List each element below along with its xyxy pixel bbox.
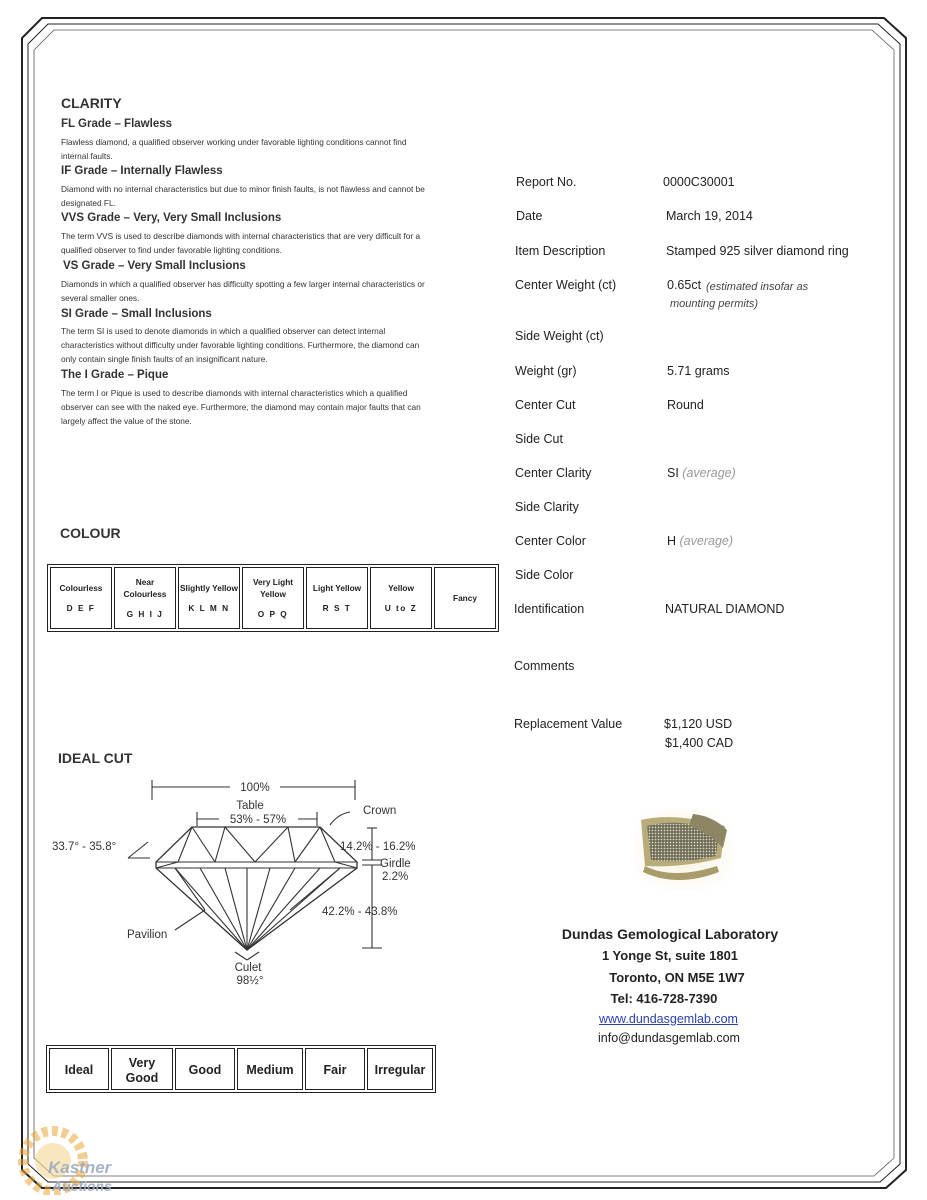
grade-vs-desc: Diamonds in which a qualified observer has difficulty spotting a few larger internal characteristics or several smaller ones. — [61, 279, 425, 303]
center-color-note: (average) — [679, 534, 734, 548]
diamond-outline — [156, 827, 357, 950]
colour-scale-table — [47, 564, 499, 632]
center-clarity-note: (average) — [682, 466, 736, 480]
field-label: Side Color — [515, 568, 574, 582]
kastner-auctions-logo — [8, 1115, 138, 1195]
field-label: Identification — [514, 602, 585, 616]
field-label: Side Clarity — [515, 500, 579, 514]
watermark-line1: Kastner — [48, 1158, 112, 1177]
width-label: 100% — [240, 782, 270, 794]
field-label: Item Description — [515, 244, 606, 258]
cut-grade-cell: Irregular — [367, 1048, 433, 1090]
lab-email: info@dundasgemlab.com — [598, 1031, 740, 1045]
cut-grade-cell: Fair — [305, 1048, 365, 1090]
grade-fl-desc: Flawless diamond, a qualified observer working under favorable lighting conditions cannot find internal faults. — [61, 137, 407, 161]
colour-cell: Near Colourless G H I J — [114, 567, 176, 629]
grade-si-desc: The term SI is used to denote diamonds in which a qualified observer can detect internal characteristics without difficulty under favorable lighting conditions. Furthermore, the diamond can only contain single finish faults of an insignificant nature. — [61, 326, 420, 364]
field-label: Comments — [514, 659, 575, 673]
grade-fl-title: FL Grade – Flawless — [61, 118, 173, 130]
field-label: Center Clarity — [515, 466, 592, 480]
field-label: Weight (gr) — [515, 364, 577, 378]
center-weight-note: (estimated insofar as mounting permits) — [670, 281, 809, 310]
grade-vvs-desc: The term VVS is used to describe diamonds with internal characteristics that are very difficult for a qualified observer to find under favorable lighting conditions. — [61, 231, 421, 255]
pavilion-depth-label: 42.2% - 43.8% — [322, 906, 398, 918]
field-label: Date — [516, 209, 543, 223]
replacement-cad-value: $1,400 CAD — [665, 736, 734, 750]
colour-cell: Very Light Yellow O P Q — [242, 567, 304, 629]
grade-vs-title: VS Grade – Very Small Inclusions — [63, 260, 246, 272]
field-label: Side Cut — [515, 432, 563, 446]
ring-photo — [633, 808, 733, 890]
lab-website-link[interactable]: www.dundasgemlab.com — [599, 1012, 738, 1026]
grade-si-title: SI Grade – Small Inclusions — [61, 308, 212, 320]
date-value: March 19, 2014 — [666, 209, 753, 223]
crown-angle-label: 33.7° - 35.8° — [52, 841, 117, 853]
clarity-heading: CLARITY — [61, 95, 122, 111]
lab-phone: Tel: 416-728-7390 — [610, 991, 718, 1006]
field-label: Center Color — [515, 534, 586, 548]
culet-label: Culet — [234, 962, 262, 974]
ideal-cut-heading: IDEAL CUT — [58, 750, 133, 766]
colour-cell: Fancy — [434, 567, 496, 629]
item-description-value: Stamped 925 silver diamond ring — [666, 244, 849, 258]
replacement-usd-value: $1,120 USD — [664, 717, 733, 731]
grade-if-title: IF Grade – Internally Flawless — [61, 165, 223, 177]
colour-cell: Yellow U to Z — [370, 567, 432, 629]
culet-value-label: 98½° — [236, 975, 264, 987]
center-clarity-value: SI (average) — [667, 466, 736, 480]
cut-grade-cell: Good — [175, 1048, 235, 1090]
weight-value: 5.71 grams — [667, 364, 730, 378]
table-range-label: 53% - 57% — [229, 814, 287, 826]
grade-vvs-title: VVS Grade – Very, Very Small Inclusions — [61, 212, 282, 224]
field-label: Side Weight (ct) — [515, 329, 604, 343]
crown-height-label: 14.2% - 16.2% — [340, 841, 416, 853]
lab-address-line2: Toronto, ON M5E 1W7 — [609, 970, 745, 985]
grade-i-desc: The term I or Pique is used to describe diamonds with internal characteristics which a qualified observer can see with the naked eye. Furthermore, the diamond may contain major faults that can largely affect the value of the stone. — [61, 388, 421, 426]
cut-grade-table — [46, 1045, 436, 1093]
girdle-value-label: 2.2% — [382, 871, 409, 883]
grade-i-title: The I Grade – Pique — [61, 369, 169, 381]
crown-label: Crown — [363, 805, 397, 817]
colour-heading: COLOUR — [60, 525, 121, 541]
field-label: Report No. — [516, 175, 577, 189]
report-number-value: 0000C30001 — [663, 175, 735, 189]
colour-cell: Slightly Yellow K L M N — [178, 567, 240, 629]
cut-grade-cell: Ideal — [49, 1048, 109, 1090]
cut-grade-cell: Very Good — [111, 1048, 173, 1090]
pavilion-label: Pavilion — [127, 929, 168, 941]
lab-name: Dundas Gemological Laboratory — [561, 926, 779, 942]
field-label: Center Cut — [515, 398, 576, 412]
colour-cell: Light Yellow R S T — [306, 567, 368, 629]
watermark-line2: Auctions — [52, 1178, 112, 1194]
grade-if-desc: Diamond with no internal characteristics but due to minor finish faults, is not flawless and cannot be designated FL. — [61, 184, 425, 208]
colour-cell: Colourless D E F — [50, 567, 112, 629]
table-label: Table — [236, 800, 264, 812]
center-color-value: H (average) — [667, 534, 734, 548]
cut-grade-cell: Medium — [237, 1048, 303, 1090]
field-label: Center Weight (ct) — [515, 278, 617, 292]
identification-value: NATURAL DIAMOND — [665, 602, 785, 616]
field-label: Replacement Value — [514, 717, 623, 731]
diamond-cut-diagram — [40, 770, 440, 995]
lab-address-line1: 1 Yonge St, suite 1801 — [601, 948, 739, 963]
girdle-label: Girdle — [380, 858, 411, 870]
center-weight-value: 0.65ct — [667, 278, 702, 292]
center-cut-value: Round — [667, 398, 704, 412]
